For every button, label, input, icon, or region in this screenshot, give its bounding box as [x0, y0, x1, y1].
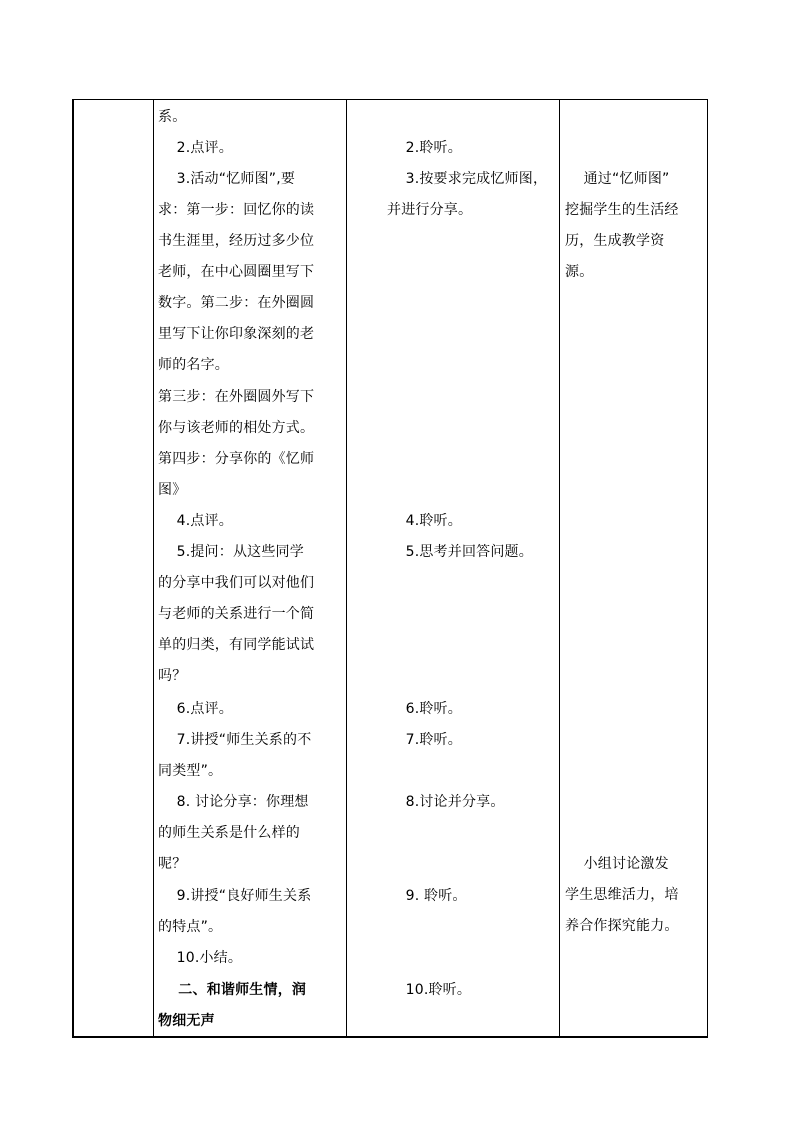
column-divider-1 [153, 99, 154, 1037]
teacher-step-paragraph: 3.活动“忆师图”,要 求：第一步：回忆你的读 书生涯里，经历过多少位 老师，在中心圆圈里写下 数字。第二步：在外圈圆 里写下让你印象深刻的老 师的名字。 [158, 171, 315, 373]
teacher-step-paragraph: 5.提问：从这些同学 的分享中我们可以对他们 与老师的关系进行一个简 单的归类，有同学能试试 吗？ [158, 544, 315, 684]
teacher-step-paragraph: 6.点评。 [158, 701, 233, 717]
student-step-paragraph: 10.聆听。 [387, 982, 472, 998]
design-intent-column [565, 99, 700, 1037]
student-step-paragraph: 2.聆听。 [387, 140, 462, 156]
teacher-step-paragraph: 第三步：在外圈圆外写下 你与该老师的相处方式。 [158, 389, 315, 436]
teacher-activity-column [158, 99, 343, 1037]
teacher-step-paragraph: 第四步：分享你的《忆师 图》 [158, 451, 315, 498]
teacher-step-paragraph: 10.小结。 [158, 950, 243, 966]
teacher-step-paragraph: 2.点评。 [158, 140, 233, 156]
teacher-step-paragraph: 系。 [158, 109, 187, 125]
teacher-step-paragraph: 9.讲授“良好师生关系 的特点”。 [158, 888, 312, 935]
student-step-paragraph: 6.聆听。 [387, 701, 462, 717]
student-activity-column [387, 99, 567, 1037]
student-step-paragraph: 5.思考并回答问题。 [387, 544, 533, 560]
student-step-paragraph: 4.聆听。 [387, 513, 462, 529]
teacher-step-paragraph: 7.讲授“师生关系的不 同类型”。 [158, 732, 312, 779]
design-intent-paragraph: 小组讨论激发 学生思维活力，培 养合作探究能力。 [565, 856, 679, 934]
column-divider-2 [346, 99, 347, 1037]
lesson-plan-table [72, 99, 707, 1037]
teacher-step-paragraph: 8. 讨论分享：你理想 的师生关系是什么样的 呢？ [158, 794, 309, 872]
student-step-paragraph: 7.聆听。 [387, 732, 462, 748]
design-intent-paragraph: 通过“忆师图” 挖掘学生的生活经 历，生成教学资 源。 [565, 171, 679, 280]
student-step-paragraph: 9. 聆听。 [387, 888, 467, 904]
teacher-step-paragraph: 4.点评。 [158, 513, 233, 529]
student-step-paragraph: 8.讨论并分享。 [387, 794, 505, 810]
teacher-step-paragraph: 二、和谐师生情，润 物细无声 [158, 982, 307, 1029]
student-step-paragraph: 3.按要求完成忆师图， 并进行分享。 [387, 171, 548, 218]
